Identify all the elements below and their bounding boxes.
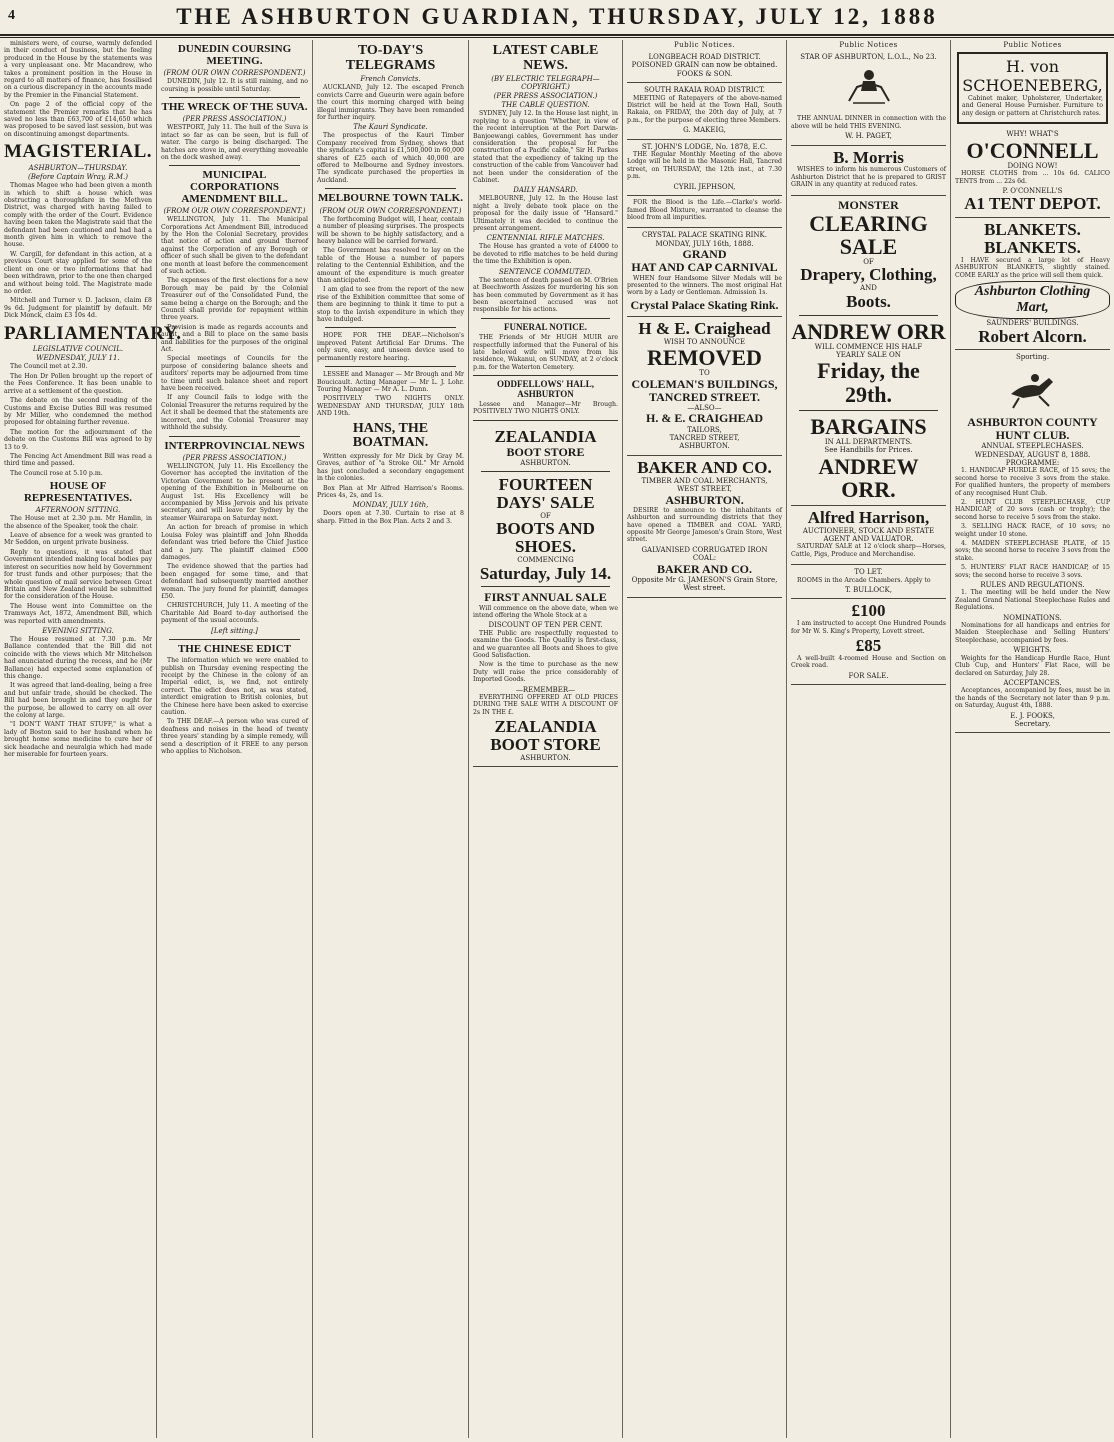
divider	[799, 410, 938, 411]
divider	[325, 188, 456, 189]
andrew-orr-2: ANDREW ORR.	[818, 453, 919, 502]
article-text: DUNEDIN, July 12. It is still raining, and no coursing is possible until Saturday.	[161, 78, 308, 93]
heading-municipal: MUNICIPAL CORPORATIONS AMENDMENT BILL.	[181, 169, 288, 205]
acceptances: ACCEPTANCES.	[1003, 678, 1062, 687]
advert-craighead	[627, 317, 782, 456]
commencing: COMMENCING	[517, 556, 574, 565]
article-text: ministers were, of course, warmly defended in their conduct of business, but the feeling produced in the House by the statements was a very unpleasant one. Mr Macandrew, who takes a prominent position in the House in regard to all matters of finance, has fossilised on a curious discrepancy in the accounts made by the Premier in the Financial Statement. On page 2 of the official copy of the statement the Premier remarks that he has saved no less than £63,700 of £14,650 which was proposed to be saved last session, but was on discontinuing amongst departments.	[4, 40, 152, 138]
handbills: See Handbills for Prices.	[824, 446, 913, 455]
subheading: The Kauri Syndicate.	[353, 123, 428, 132]
advert-text: EVERYTHING OFFERED AT OLD PRICES DURING THE SALE WITH A DISCOUNT OF 2s IN THE £.	[473, 694, 618, 716]
advert-clarke	[627, 196, 782, 228]
to-label: TO	[699, 369, 710, 378]
heading-house: HOUSE OF REPRESENTATIVES.	[23, 480, 133, 504]
subheading: DAILY HANSARD.	[513, 186, 578, 195]
advert-harrison	[791, 506, 946, 565]
boot-store: BOOT STORE	[506, 444, 585, 459]
divider	[481, 318, 610, 319]
divider	[799, 315, 938, 316]
advert-text: ROOMS in the Arcade Chambers. Apply to	[797, 576, 931, 584]
divider	[169, 639, 300, 640]
galvanised-iron: GALVANISED CORRUGATED IRON	[641, 545, 768, 554]
left-sitting-note: [Left sitting.]	[211, 626, 258, 635]
nominations: NOMINATIONS.	[1003, 613, 1062, 622]
rules: RULES AND REGULATIONS.	[980, 581, 1085, 590]
poconnell: P. O'CONNELL'S	[1002, 186, 1063, 195]
and-label: AND	[860, 284, 877, 293]
divider	[473, 420, 618, 421]
section-label: Public Notices	[839, 41, 898, 49]
will-commence: WILL COMMENCE HIS HALF	[814, 342, 923, 351]
st-johns: ST. JOHN'S LODGE, No. 1878, E.C.	[641, 142, 768, 151]
weights: WEIGHTS.	[1013, 646, 1052, 655]
advert-text: Nominations for all handicaps and entries for Maiden Steeplechase and Selling Hunters' Steeplechase, accompanied by fees.	[955, 622, 1110, 644]
oconnell: O'CONNELL	[966, 137, 1099, 163]
advert-text: I am instructed to accept One Hundred Pounds for Mr W. S. King's Property, Lovett street.	[791, 620, 946, 635]
a1-tent-depot: A1 TENT DEPOT.	[964, 194, 1101, 214]
subheading: French Convicts.	[360, 75, 421, 84]
newspaper-title: THE ASHBURTON GUARDIAN, THURSDAY, JULY 12, 1888	[176, 4, 938, 29]
price-100: £100	[851, 601, 886, 621]
masthead	[0, 0, 1114, 36]
ashburton: ASHBURTON.	[520, 458, 571, 467]
hunt-club: ASHBURTON COUNTY HUNT CLUB.	[967, 414, 1098, 442]
article-text: The information which we were enabled to publish on Thursday evening respecting the receipt by the Chinese in the colony of an Imperial edict, is, we find, not entirely correct. The edict does not, as was stated, interdict emigration to British colonies, but the Chinese here have been asked to exercise caution. To THE DEAF.—A person who was cured of deafness and noises in the head of twenty three years' standing by a simple remedy, will send a description of it FREE to any person who applies to Nicholson.	[161, 657, 308, 755]
advert-text: THE Public are respectfully requested to examine the Goods. The Quality is first-class, and we guarantee all Boots and Shoes to give Good Satisfaction. Now is the time to purchase as the new Duty will raise the price considerably of Imported Goods.	[473, 629, 618, 684]
advert-text: FOR the Blood is the Life.—Clarke's world-famed Blood Mixture, warranted to cleanse the blood from all impurities.	[627, 199, 782, 221]
advert-oconnell	[955, 127, 1110, 218]
advert-text: Weights for the Handicap Hurdle Race, Hunt Club Cup, and Hunters' Flat Race, will be declared on Saturday, July 28.	[955, 654, 1110, 677]
removed: REMOVED	[647, 345, 762, 371]
column-5	[622, 40, 786, 1438]
article-text: The sentence of death passed on M. O'Brien at Beechworth Assizes for murdering his son has been commuted by Government as it has been ascertained accused was not responsible for his actions.	[473, 276, 618, 314]
craighead-2: H. & E. CRAIGHEAD	[645, 411, 763, 426]
advert-sporting	[955, 350, 1110, 733]
advert-st-johns	[627, 140, 782, 196]
sporting: Sporting.	[1015, 353, 1050, 362]
auctioneer: AUCTIONEER, STOCK AND ESTATE AGENT AND VALUATOR.	[802, 526, 935, 543]
doing-now: DOING NOW!	[1007, 161, 1058, 170]
road-district: LONGBEACH ROAD DISTRICT.	[648, 53, 761, 61]
discount: DISCOUNT OF TEN PER CENT.	[488, 621, 603, 630]
subheading: SENTENCE COMMUTED.	[498, 267, 593, 276]
advert-text: A well-built 4-roomed House and Section on Creek road.	[791, 654, 946, 670]
column-4	[468, 40, 622, 1438]
blankets: BLANKETS. BLANKETS.	[984, 220, 1081, 258]
column-3	[312, 40, 468, 1438]
heading-telegrams: TO-DAY'S TELEGRAMS	[345, 43, 436, 73]
subheading: CENTENNIAL RIFLE MATCHES.	[486, 234, 605, 243]
advert-text: WHEN four Handsome Silver Medals will be presented to the winners. The most original Hat worn by a Lady or Gentleman. Admission 1s.	[627, 274, 782, 297]
section-label: Public Notices	[1003, 41, 1062, 49]
heading-hans: HANS, THE BOATMAN.	[352, 420, 429, 451]
first-annual-sale: FIRST ANNUAL SALE	[484, 590, 607, 605]
coleman: COLEMAN'S BUILDINGS,	[631, 376, 778, 391]
advert-text: Written expressly for Mr Dick by Gray M. Graves, author of "a Stroke Oil." Mr Arnold has just concluded a secondary engagement in the colonies. Box Plan at Mr Alfred Harrison's Rooms. Prices 4s, 2s, and 1s.	[317, 452, 464, 499]
drapery: Drapery, Clothing,	[800, 265, 937, 285]
divider	[169, 97, 300, 98]
zealandia-advert	[473, 425, 618, 767]
advert-text: Doors open at 7.30. Curtain to rise at 8 sharp. Fitted in the Box Plan. Acts 2 and 3.	[317, 510, 464, 525]
masthead-rule	[0, 37, 1114, 38]
article-text: HOPE FOR THE DEAF.—Nicholson's improved Patent Artificial Ear Drums. The only sure, easy, and unseen device used to permanently restore hearing.	[317, 332, 464, 362]
divider	[169, 165, 300, 166]
heading-interprovincial: INTERPROVINCIAL NEWS	[164, 439, 305, 452]
alfred-harrison: Alfred Harrison,	[807, 507, 930, 527]
column-2	[156, 40, 312, 1438]
subheading: (BY ELECTRIC TELEGRAPH—COPYRIGHT.)	[491, 75, 600, 92]
subheading: WEDNESDAY, JULY 11.	[36, 354, 120, 363]
tancred: TANCRED STREET.	[649, 389, 760, 404]
advert-morris	[791, 146, 946, 196]
subheading: EVENING SITTING.	[42, 626, 114, 635]
rakaia-district: SOUTH RAKAIA ROAD DISTRICT.	[644, 86, 765, 95]
advert-clearing-sale	[791, 196, 946, 506]
andrew-orr: ANDREW ORR	[791, 318, 946, 344]
of-label: OF	[863, 258, 874, 267]
remember: —REMEMBER—	[515, 685, 576, 694]
heading-cable-news: LATEST CABLE NEWS.	[492, 43, 599, 73]
jephson: CYRIL JEPHSON,	[673, 182, 736, 191]
advert-rakaia	[627, 83, 782, 139]
subheading: (PER PRESS ASSOCIATION.)	[182, 115, 287, 124]
advert-text: THE Friends of Mr HUGH MUIR are respectfully informed that the Funeral of his late beloved wife will move from his residence, Wakanui, on SUNDAY, at 2 o'clock p.m. for the Waterton Cemetery.	[473, 334, 618, 371]
sale-day: Friday, the 29th.	[817, 358, 920, 407]
morris: B. Morris	[833, 147, 904, 167]
crystal-palace: CRYSTAL PALACE SKATING RINK.	[642, 231, 767, 240]
for-sale: FOR SALE.	[848, 671, 889, 680]
whys-whats: WHY! WHAT'S	[1006, 130, 1059, 139]
divider	[481, 586, 610, 587]
west-street: WEST STREET,	[677, 485, 732, 494]
fooks-son: FOOKS & SON.	[676, 69, 733, 78]
hat-carnival: HAT AND CAP CARNIVAL	[631, 260, 778, 275]
subheading: (FROM OUR OWN CORRESPONDENT.)	[319, 206, 462, 215]
zealandia-title-2: ZEALANDIA	[494, 717, 597, 737]
heading-magisterial: MAGISTERIAL.	[4, 141, 152, 163]
ashburton: ASHBURTON.	[679, 442, 730, 451]
heading-melbourne: MELBOURNE TOWN TALK.	[318, 192, 463, 205]
clothing-mart: Ashburton Clothing Mart,	[955, 281, 1110, 319]
oddfellows-hall: ODDFELLOWS' HALL, ASHBURTON	[496, 379, 595, 399]
article-text: The House resumed at 7.30 p.m. Mr Ballance contended that the Bill did not coincide with the views which Mr Mitchelson had enunciated during the recess, and he (Mr Ballance) had expected some explanation of this change. It was agreed that land-dealing, being a free and but unfair trade, should be checked. The Bill had been brought in and they ought for the purpose, be allowed to carry on all over the colony at large. "I DON'T WANT THAT STUFF," is what a lady of Boston said to her husband when he brought home some medicine to cure her of sick headache and neuralgia which had made her miserable for fourteen years.	[4, 635, 152, 759]
paget: W. H. PAGET,	[845, 132, 892, 141]
advert-money	[791, 599, 946, 685]
advert-text: SATURDAY SALE at 12 o'clock sharp—Horses, Cattle, Pigs, Produce and Merchandise.	[791, 543, 946, 558]
article-text: WELLINGTON, July 11. His Excellency the Governor has accepted the invitation of the Victorian Government to be present at the opening of the Exhibition in Melbourne on August 1st. His Excellency will be accompanied by Miss Jervois and his private secretary, and will leave for Sydney by the steamer Wairarapa on Saturday next. An action for breach of promise in which Louisa Foley was plaintiff and John Rhodda defendant was tried before the Chief Justice and a jury. The plaintiff claimed £500 damages. The evidence showed that the parties had been engaged for some time, and that defendant had subsequently married another woman. The jury found for plaintiff, damages £50. CHRISTCHURCH, July 11. A meeting of the Charitable Aid Board to-day authorised the payment of the usual accounts.	[161, 463, 308, 625]
advert-text: Acceptances, accompanied by fees, must be in the hands of the Secretary not later than 9 p.m. on Saturday, August 4th, 1888.	[955, 687, 1110, 710]
divider	[169, 436, 300, 437]
advert-blankets	[955, 218, 1110, 350]
makeig: G. MAKEIG,	[683, 126, 726, 135]
fourteen-days-sale: FOURTEEN DAYS' SALE	[496, 475, 595, 513]
column-6	[786, 40, 950, 1438]
annual-steeplechases: ANNUAL STEEPLECHASES.	[981, 442, 1084, 451]
subheading: (FROM OUR OWN CORRESPONDENT.)	[163, 69, 306, 78]
divider	[325, 327, 456, 328]
article-text: The House met at 2.30 p.m. Mr Hamlin, in the absence of the Speaker, took the chair. Leave of absence for a week was granted to Mr Seddon, on urgent private business. Reply to questions, it was stated that Government intended making local bodies pay interest on securities now held by Government for trust funds and other purposes; that the whole question of mail service between Great Britain and New Zealand would be submitted for the consideration of the House. The House went into Committee on the Tramways Act, 1872, Amendment Bill, which was reported with amendments.	[4, 515, 152, 625]
advert-skating	[627, 228, 782, 317]
section-label: Public Notices.	[673, 41, 736, 49]
star-lodge: STAR OF ASHBURTON, L.O.L., No 23.	[800, 53, 937, 61]
clearing-sale: CLEARING SALE	[809, 210, 928, 259]
heading-suva: THE WRECK OF THE SUVA.	[161, 100, 308, 113]
schoeneberg: H. von SCHOENEBERG,	[962, 57, 1103, 95]
subheading: (PER PRESS ASSOCIATION.)	[182, 454, 287, 463]
zealandia-title: ZEALANDIA	[494, 426, 597, 446]
article-text: AUCKLAND, July 12. The escaped French convicts Carre and Gueurin were again before the court this morning charged with being illegal immigrants. They have been remanded for further inquiry.	[317, 84, 464, 121]
sale-date: Saturday, July 14.	[479, 563, 612, 583]
article-text: SYDNEY, July 12. In the House last night, in replying to a question "Whether, in view of the recent interruption at the Port Darwin-Banjoewangi cables, Government has under consideration the proposal for the construction of a Pacific cable," Sir H. Parkes stated that the expediency of taking up the construction of the cable from Vancouver had not been under the consideration of the Cabinet.	[473, 110, 618, 185]
craighead: H & E. Craighead	[638, 318, 771, 338]
advert-text: Lessee and Manager—Mr Brough. POSITIVELY TWO NIGHTS ONLY.	[473, 401, 618, 416]
article-text: The prospectus of the Kauri Timber Company received from Sydney, shows that the syndicate's capital is £1,500,000 in 60,000 shares of £25 each of which 40,000 are offered to Melbourne and Sydney investors. The syndicate purchased the properties in Auckland.	[317, 132, 464, 184]
divider	[481, 471, 610, 472]
timber-coal: TIMBER AND COAL MERCHANTS,	[641, 476, 768, 485]
page-number: 4	[8, 8, 15, 23]
bullock: T. BULLOCK,	[845, 586, 892, 595]
rink-date: MONDAY, JULY 16th, 1888.	[655, 239, 754, 248]
advert-text: HORSE CLOTHS from ... 10s 6d. CALICO TENTS from ... 22s 6d.	[955, 170, 1110, 185]
advert-longbeach	[627, 50, 782, 83]
divider	[473, 375, 618, 376]
grand: GRAND	[682, 247, 727, 262]
subheading: LEGISLATIVE COUNCIL.	[32, 345, 124, 354]
advert-text: Will commence on the above date, when we intend offering the Whole Stock at a	[473, 604, 618, 619]
saunders-buildings: SAUNDERS' BUILDINGS.	[986, 319, 1079, 328]
column-1	[0, 40, 182, 1438]
coal: COAL:	[692, 554, 717, 563]
advert-text: LESSEE and Manager — Mr Brough and Mr Boucicault. Acting Manager — Mr L. J. Lohr. Touring Manager — Mr A. L. Dunn. POSITIVELY TWO NIGHTS ONLY. WEDNESDAY AND THURSDAY, JULY 18th AND 19th.	[317, 371, 464, 418]
advert-schoeneberg	[957, 52, 1108, 124]
robert-alcorn: Robert Alcorn.	[978, 326, 1087, 346]
tancred-2: TANCRED STREET,	[669, 434, 740, 443]
subheading: (Before Captain Wray, R.M.)	[28, 173, 128, 182]
subheading: (FROM OUR OWN CORRESPONDENT.)	[163, 207, 306, 216]
article-text: Thomas Magee who had been given a month in which to shift a house which was obstructing a thoroughfare in the Methven District, was charged with having failed to comply with the order of the Court. Evidence having been taken the Magistrate said that the defendant had been cautioned and had had a month given him in which to remove the house. W. Cargill, for defendant in this action, at a previous Court stay applied for some of the client on one or two informations that had been withdrawn, prior to the one then charged and without being told. The Magistrate made no order. Mitchell and Turner v. D. Jackson, claim £8 9s 6d. Judgment for plaintiff by default. Mr Dick Monck, claim £3 10s 4d.	[4, 182, 152, 320]
crystal-palace-2: Crystal Palace Skating Rink.	[630, 297, 779, 312]
subheading: ASHBURTON—THURSDAY.	[28, 164, 128, 173]
advert-text: WISHES to inform his numerous Customers of Ashburton District that he is prepared to GRIST GRAIN in any quantity at reduced rates.	[791, 166, 946, 189]
horseman-emblem-icon	[841, 63, 897, 109]
ashburton-2: ASHBURTON.	[665, 492, 744, 507]
price-85: £85	[855, 636, 882, 656]
boots: Boots.	[846, 291, 891, 311]
boot-store-2: BOOT STORE	[490, 735, 601, 755]
wish-announce: WISH TO ANNOUNCE	[663, 337, 746, 346]
article-text: The forthcoming Budget will, I hear, contain a number of pleasing surprises. The prospects will be shown to be highly satisfactory, and a heavy balance will be carried forward. The Government has resolved to lay on the table of the House a number of papers relating to the Centennial Exhibition, and the amount of the expenditure is much greater than anticipated. I am glad to see from the report of the new rise of the Exhibition committee that some of them are beginning to think it time to put a stop to the lavish expenditure in which they have indulged.	[317, 215, 464, 324]
advert-text: THE Regular Monthly Meeting of the above Lodge will be held in the Masonic Hall, Tancred street, on THURSDAY, the 12th inst., at 7.30 p.m.	[627, 151, 782, 181]
advert-text: DESIRE to announce to the inhabitants of Ashburton and surrounding districts that they have opened a TIMBER and COAL YARD, opposite Mr George Jameson's Grain Store, West street.	[627, 506, 782, 544]
poisoned-grain: POISONED GRAIN can now be obtained.	[631, 61, 778, 70]
also: —ALSO—	[687, 404, 722, 413]
advert-text: 1. HANDICAP HURDLE RACE, of 15 sovs; the second horse to receive 3 sovs from the stake. For qualified hunters, the property of members of any recognised Hunt Club. 2. HUNT CLUB STEEPLECHASE, CUP HANDICAP, of 20 sovs (cash or trophy); the second horse to receive 5 sovs from the stake. 3. SELLING HACK RACE, of 10 sovs; no weight under 10 stone. 4. MAIDEN STEEPLECHASE PLATE, of 15 sovs; the second horse to receive 3 sovs from the stake. 5. HUNTERS' FLAT RACE HANDICAP, of 15 sovs; the second horse to receive 3 sovs.	[955, 467, 1110, 579]
yearly-sale: YEARLY SALE ON	[836, 351, 901, 360]
secretary: Secretary.	[1014, 719, 1051, 728]
article-text: WESTPORT, July 11. The hull of the Suva is intact so far as can be seen, but is full of water. The cargo is being discharged. The hatches are stove in, and everything moveable on the dock washed away.	[161, 124, 308, 162]
advert-text: I HAVE secured a large lot of Heavy ASHBURTON BLANKETS, slightly stained. COME EARLY as the price will sell them quick.	[955, 256, 1110, 279]
heading-coursing: DUNEDIN COURSING MEETING.	[177, 43, 292, 67]
subheading: AFTERNOON SITTING.	[35, 506, 121, 515]
subheading: THE CABLE QUESTION.	[501, 101, 590, 110]
tailors: TAILORS,	[687, 425, 722, 434]
baker-co: BAKER AND CO.	[637, 457, 772, 477]
to-let: TO LET.	[854, 568, 883, 577]
race-date: WEDNESDAY, AUGUST 8, 1888.	[974, 450, 1091, 459]
advert-text: MEETING of Ratepayers of the above-named District will be held at the Town Hall, South Rakaia, on FRIDAY, the 20th day of July, at 7 p.m., for the purpose of electing three Members.	[627, 94, 782, 124]
bargains: BARGAINS	[810, 413, 927, 439]
fooks: E. J. FOOKS,	[1010, 711, 1055, 720]
article-text: MELBOURNE, July 12. In the House last night a lively debate took place on the proposal for the daily issue of "Hansard." Ultimately it was decided to continue the present arrangement.	[473, 195, 618, 233]
advert-text: THE ANNUAL DINNER in connection with the above will be held THIS EVENING.	[791, 115, 946, 130]
baker-co-2: BAKER AND CO.	[656, 561, 752, 576]
advert-text: 1. The meeting will be held under the New Zealand Grand National Steeplechase Rules and Regulations.	[955, 589, 1110, 612]
programme: PROGRAMME:	[1005, 458, 1060, 467]
ashburton-2: ASHBURTON.	[520, 753, 571, 762]
subheading: (PER PRESS ASSOCIATION.)	[493, 92, 598, 101]
advert-tolet	[791, 565, 946, 599]
column-7	[950, 40, 1114, 1438]
advert-text: Cabinet maker, Upholsterer, Undertaker, and General House Furnisher. Furniture to any design or pattern at Christchurch rates.	[962, 95, 1103, 117]
boots-and-shoes: BOOTS AND SHOES.	[496, 519, 595, 557]
in-all-departments: IN ALL DEPARTMENTS.	[824, 437, 913, 446]
opposite: Opposite Mr G. JAMESON'S Grain Store, West street.	[631, 575, 778, 593]
advert-star	[791, 50, 946, 146]
article-text: The Council met at 2.30. The Hon Dr Pollen brought up the report of the Fees Conference. It has been unable to arrive at a settlement of the question. The debate on the second reading of the Customs and Excise Duties Bill was resumed by Mr Miller, who condemned the method proposed for obtaining further revenue. The motion for the adjournment of the debate on the Customs Bill was agreed to by 13 to 9. The Fencing Act Amendment Bill was read a third time and passed. The Council rose at 5.10 p.m.	[4, 363, 152, 477]
advert-baker	[627, 456, 782, 598]
funeral-notice: FUNERAL NOTICE.	[503, 321, 587, 332]
subheading: MONDAY, JULY 16th,	[352, 501, 429, 510]
monster: MONSTER	[838, 197, 899, 212]
article-text: The House has granted a vote of £4000 to be devoted to rifle matches to be held during the time the Exhibition is open.	[473, 243, 618, 266]
heading-parliamentary: PARLIAMENTARY.	[4, 322, 182, 344]
divider	[325, 366, 456, 367]
racehorse-icon	[1005, 364, 1061, 410]
article-text: WELLINGTON, July 11. The Municipal Corporations Act Amendment Bill, introduced by the Hon the Colonial Secretary, provides that notice of action and ground thereof against the Corporation of any Borough or officer of such shall be given to the defendant one month at least before the commencement of such action. The expenses of the first elections for a new Borough may be paid by the Colonial Treasurer out of the Consolidated Fund, the same being a charge on the Borough; and the Council shall provide for repayment within three years. Provision is made as regards accounts and audit, and a Bill to place on the same basis and liabilities for the purposes of the original Act. Special meetings of Councils for the purpose of considering balance sheets and auditors' reports may be adjourned from time to time until such balance sheet and report have been received. If any Council fails to lodge with the Colonial Treasurer the returns required by the Act it shall be deemed that the statements are incorrect, and the Colonial Treasurer may withhold the subsidy.	[161, 216, 308, 432]
heading-chinese-edict: THE CHINESE EDICT	[177, 642, 292, 655]
of-label: OF	[540, 512, 551, 520]
